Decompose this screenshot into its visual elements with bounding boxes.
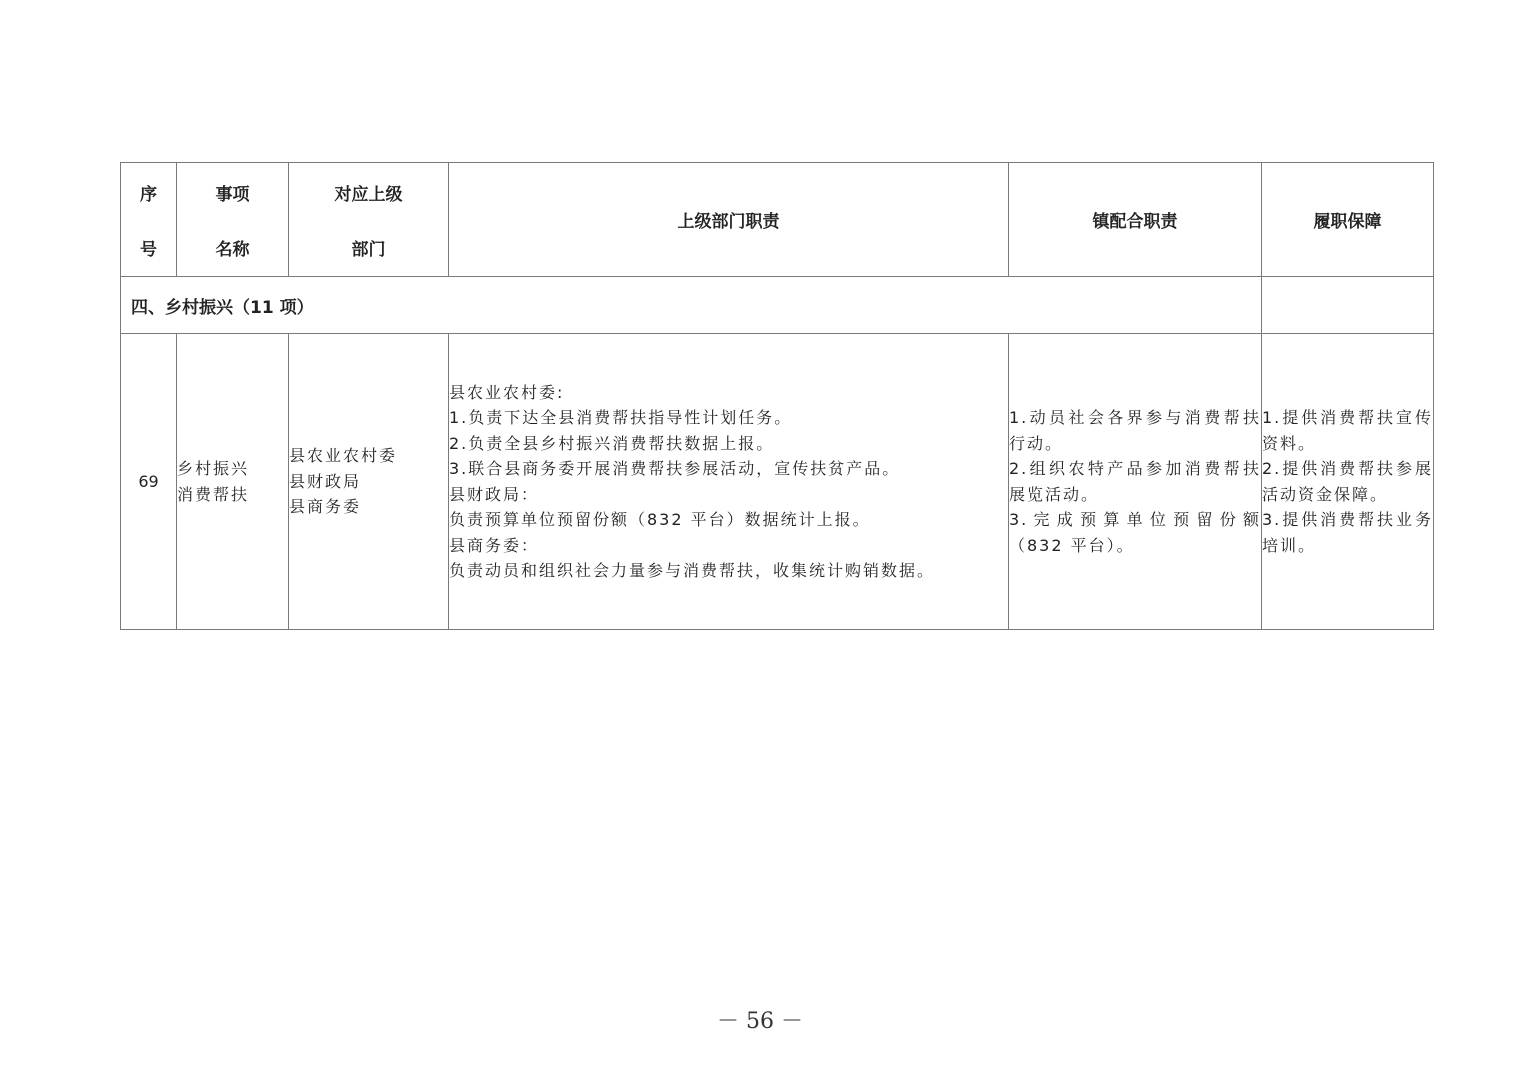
row-seq: 69 bbox=[121, 334, 177, 630]
row-dept bbox=[289, 334, 449, 630]
upper-duty-line: 3.联合县商务委开展消费帮扶参展活动，宣传扶贫产品。 bbox=[449, 459, 901, 478]
header-dept-line2: 部门 bbox=[351, 239, 386, 260]
header-seq-line1: 序 bbox=[140, 184, 157, 205]
section-side-cell bbox=[1262, 277, 1434, 334]
town-duty-line: 1.动员社会各界参与消费帮扶行动。 bbox=[1009, 408, 1261, 453]
dept-line: 县商务委 bbox=[289, 497, 362, 517]
town-duty-line: 3.完成预算单位预留份额（832 平台）。 bbox=[1009, 510, 1261, 555]
header-seq bbox=[121, 163, 177, 277]
upper-duty-line: 县财政局： bbox=[449, 484, 540, 504]
dept-line: 县财政局 bbox=[289, 471, 362, 491]
table-row bbox=[121, 334, 1434, 630]
item-line: 乡村振兴 bbox=[177, 459, 250, 478]
row-upper-duty bbox=[449, 334, 1009, 630]
upper-duty-line: 2.负责全县乡村振兴消费帮扶数据上报。 bbox=[449, 433, 775, 453]
header-town-duty: 镇配合职责 bbox=[1009, 163, 1262, 277]
section-title: 四、乡村振兴（11 项） bbox=[121, 277, 1262, 334]
header-item-line2: 名称 bbox=[215, 239, 250, 260]
header-dept bbox=[289, 163, 449, 277]
upper-duty-line: 县农业农村委: bbox=[449, 382, 565, 402]
upper-duty-line: 负责动员和组织社会力量参与消费帮扶，收集统计购销数据。 bbox=[449, 561, 936, 580]
row-item-name bbox=[177, 334, 289, 630]
page-number: － 56 － bbox=[717, 1009, 803, 1034]
header-guarantee: 履职保障 bbox=[1262, 163, 1434, 277]
upper-duty-line: 县商务委： bbox=[449, 535, 540, 555]
upper-duty-line: 1.负责下达全县消费帮扶指导性计划任务。 bbox=[449, 408, 793, 427]
header-dept-line1: 对应上级 bbox=[334, 184, 403, 205]
guarantee-line: 3.提供消费帮扶业务培训。 bbox=[1262, 510, 1433, 555]
upper-duty-line: 负责预算单位预留份额（832 平台）数据统计上报。 bbox=[449, 510, 871, 529]
section-row bbox=[121, 277, 1434, 334]
town-duty-line: 2.组织农特产品参加消费帮扶展览活动。 bbox=[1009, 459, 1261, 504]
header-item bbox=[177, 163, 289, 277]
dept-line: 县农业农村委 bbox=[289, 446, 398, 466]
header-upper-duty: 上级部门职责 bbox=[449, 163, 1009, 277]
item-line: 消费帮扶 bbox=[177, 484, 250, 504]
header-item-line1: 事项 bbox=[215, 184, 250, 205]
header-row bbox=[121, 163, 1434, 277]
row-town-duty bbox=[1009, 334, 1262, 630]
header-seq-line2: 号 bbox=[140, 239, 157, 260]
duty-table bbox=[120, 162, 1434, 630]
guarantee-line: 1.提供消费帮扶宣传资料。 bbox=[1262, 408, 1433, 453]
row-guarantee bbox=[1262, 334, 1434, 630]
guarantee-line: 2.提供消费帮扶参展活动资金保障。 bbox=[1262, 459, 1433, 504]
